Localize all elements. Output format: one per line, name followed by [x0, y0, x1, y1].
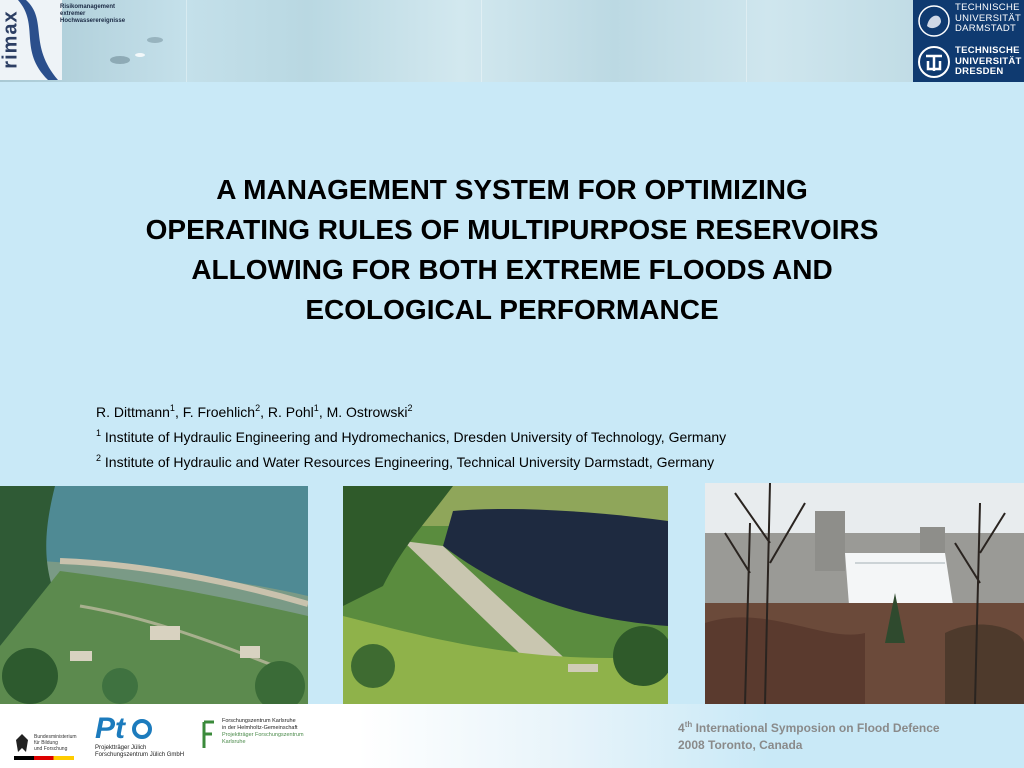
conference-ordinal: 4 [678, 721, 685, 735]
rimax-tagline-line: Risikomanagement [60, 4, 116, 10]
federal-eagle-icon [14, 732, 30, 754]
fzk-text-line: Forschungszentrum Karlsruhe [222, 718, 296, 724]
author-name: R. Pohl [267, 404, 314, 420]
rimax-logo-text: rimax [0, 10, 22, 69]
german-flag-stripe [14, 756, 74, 760]
ptj-text-line: Forschungszentrum Jülich GmbH [95, 752, 185, 758]
conference-info [678, 716, 940, 754]
title-line: A MANAGEMENT SYSTEM FOR OPTIMIZING [216, 174, 808, 205]
fzk-text-line: in der Helmholtz-Gemeinschaft [222, 725, 298, 731]
rimax-tagline-line: extremer [60, 11, 86, 17]
tu-dresden-emblem-icon [917, 45, 951, 79]
banner-divider [480, 0, 482, 82]
tu-darmstadt-emblem-icon [917, 4, 951, 38]
ptj-logo [95, 712, 195, 762]
fzk-text [222, 718, 320, 746]
affiliation-line [96, 448, 726, 473]
affiliation-text: Institute of Hydraulic Engineering and Hydromechanics, Dresden University of Technology, Germany [104, 429, 727, 445]
banner-divider [745, 0, 747, 82]
fzk-subtitle: Projektträger Forschungszentrum Karlsruhe [222, 732, 304, 745]
rimax-tagline-line: Hochwasserereignisse [60, 18, 126, 24]
bmbf-text [34, 734, 77, 752]
tu-darmstadt-line: UNIVERSITÄT [955, 12, 1022, 24]
bmbf-text-line: und Forschung [34, 746, 68, 752]
ptj-logo-letters: Pt [95, 712, 125, 745]
conference-line-1 [678, 716, 940, 737]
rimax-tagline [60, 4, 125, 25]
author-name: F. Froehlich [182, 404, 256, 420]
fzk-logo [200, 716, 320, 756]
affiliation-number: 1 [96, 428, 102, 438]
tu-darmstadt-line: DARMSTADT [955, 23, 1017, 34]
ptj-text-line: Projektträger Jülich [95, 745, 147, 751]
reservoir-dam-photo-1 [0, 486, 308, 704]
bmbf-logo [14, 714, 84, 762]
rimax-swoosh-icon [18, 0, 62, 80]
affiliation-line [96, 423, 726, 448]
ptj-circle-icon [131, 718, 153, 740]
author-name: M. Ostrowski [326, 404, 408, 420]
tu-dresden-line: DRESDEN [955, 66, 1004, 77]
tu-dresden-line: TECHNISCHE [955, 45, 1020, 56]
university-logos [913, 0, 1024, 82]
affiliation-text: Institute of Hydraulic and Water Resources Engineering, Technical University Darmstadt, Germany [104, 454, 715, 470]
footer [0, 704, 1024, 768]
fzk-mark-icon [202, 720, 216, 750]
author-affiliation-mark: 1 [169, 403, 175, 413]
title-line: OPERATING RULES OF MULTIPURPOSE RESERVOIRS [145, 214, 879, 245]
author-affiliation-mark: 2 [407, 403, 413, 413]
dam-spillway-photo [705, 483, 1024, 704]
header-banner [0, 0, 1024, 82]
tu-dresden-name [955, 46, 1022, 78]
author-affiliation-mark: 2 [255, 403, 261, 413]
tu-darmstadt-line: TECHNISCHE [955, 2, 1020, 13]
ptj-text [95, 745, 184, 759]
banner-divider [185, 0, 187, 82]
banner-boats-image [100, 20, 180, 70]
conference-title: International Symposion on Flood Defence [692, 721, 940, 735]
title-line: ECOLOGICAL PERFORMANCE [305, 294, 719, 325]
author-names: R. Dittmann$^1$, F. Froehlich$^2$, R. Pohl$^1$, M. Ostrowski$^2$ [96, 403, 413, 420]
conference-line-2: 2008 Toronto, Canada [678, 738, 803, 752]
affiliation-number: 2 [96, 453, 102, 463]
author-affiliation-mark: 1 [313, 403, 319, 413]
slide-title [40, 170, 984, 330]
tu-dresden-line: UNIVERSITÄT [955, 55, 1022, 67]
title-line: ALLOWING FOR BOTH EXTREME FLOODS AND [191, 254, 833, 285]
tu-darmstadt-name [955, 3, 1021, 35]
author-name: R. Dittmann [96, 404, 170, 420]
bmbf-text-line: für Bildung [34, 740, 58, 746]
conference-ordinal-suffix: th [684, 720, 693, 729]
bmbf-text-line: Bundesministerium [34, 734, 77, 740]
authors-block [96, 398, 726, 473]
reservoir-dam-photo-2 [343, 486, 668, 704]
rimax-logo [0, 0, 62, 80]
